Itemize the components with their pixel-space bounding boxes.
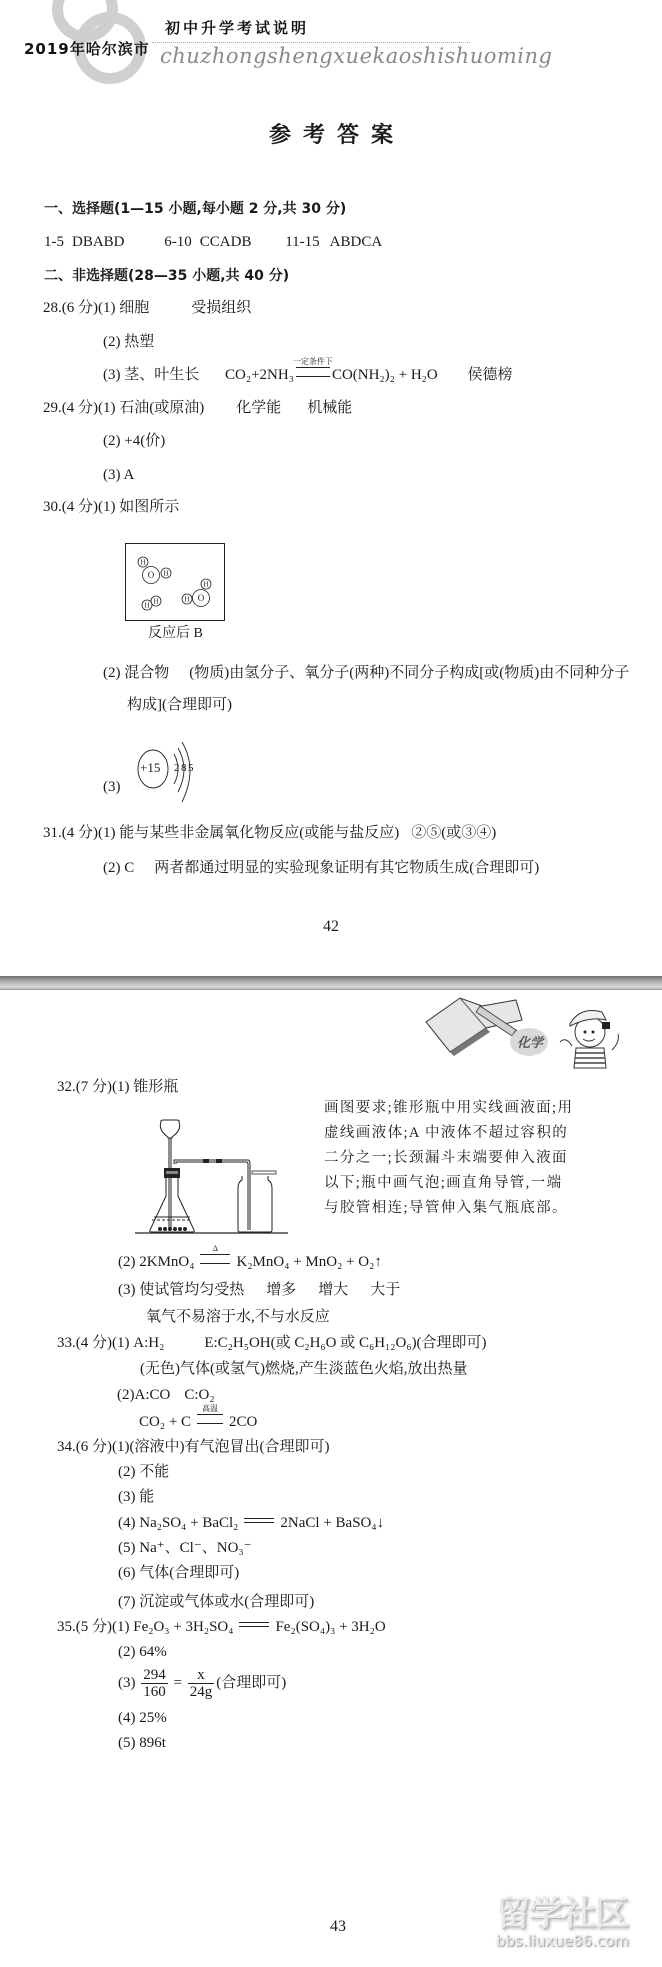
electron-shell-count: 8 (181, 762, 187, 774)
page-number: 42 (323, 918, 339, 935)
answer-text: 增大 (318, 1282, 349, 1298)
q34-part3 (118, 1487, 154, 1507)
answer-text: 沉淀或气体或水(合理即可) (139, 1594, 315, 1610)
fraction (188, 1667, 215, 1700)
equation-products: K₂MnO₄ + MnO₂ + O₂↑ (236, 1254, 382, 1270)
part-number: (1) (112, 1619, 130, 1635)
q34-part2 (118, 1462, 169, 1482)
molecule-diagram (126, 544, 226, 622)
part-number: (6) (118, 1565, 136, 1581)
equation-sign (244, 1518, 274, 1523)
part-number: (4) (118, 1710, 136, 1726)
q30-part2 (103, 663, 629, 683)
electron-shell-count: 5 (188, 762, 194, 774)
part-number: (3) (118, 1489, 136, 1505)
q28-part1 (43, 298, 251, 318)
answer-text: A:H₂ (133, 1335, 165, 1351)
q28-part3 (103, 357, 513, 385)
answer-text: 能 (139, 1489, 155, 1505)
watermark-url: bbs.liuxue86.com (496, 1932, 629, 1950)
answer-text: 能与某些非金属氧化物反应(或能与盐反应) (119, 825, 400, 841)
q32-part2 (118, 1244, 382, 1272)
fraction-denominator: 160 (143, 1684, 166, 1701)
answer-text: 混合物 (124, 665, 170, 681)
answer-text: 25% (139, 1710, 167, 1726)
q31-part1 (43, 823, 496, 843)
svg-text:H: H (184, 595, 190, 604)
header-romanized-title: chuzhongshengxuekaoshishuoming (160, 44, 553, 68)
reaction-condition: 高温 (202, 1404, 219, 1413)
q33-part1 (57, 1333, 487, 1353)
svg-text:O: O (147, 570, 155, 580)
question-label: 29.(4 分) (43, 400, 98, 416)
q33-part2-equation (139, 1404, 258, 1432)
answer-text: 石油(或原油) (119, 400, 205, 416)
q32-part1 (57, 1077, 178, 1097)
part-number: (7) (118, 1594, 136, 1610)
question-label: 34.(6 分) (57, 1439, 112, 1455)
q32-part3 (118, 1280, 400, 1300)
answer-text: 如图所示 (119, 499, 180, 515)
answer-text: 机械能 (307, 400, 353, 416)
page-number: 43 (330, 1918, 346, 1935)
answer-text: 大于 (370, 1282, 401, 1298)
part-number: (2) (117, 1387, 135, 1403)
q32-part3-cont: 氧气不易溶于水,不与水反应 (146, 1309, 330, 1325)
part-number: (1) (98, 400, 116, 416)
fraction-numerator: x (188, 1667, 215, 1684)
part-number: (1) (112, 1439, 130, 1455)
q35-part4 (118, 1708, 167, 1728)
subject-badge: 化学 (517, 1036, 544, 1051)
part-number: (1) (98, 499, 116, 515)
question-label: 28.(6 分) (43, 300, 98, 316)
part-number: (2) (118, 1464, 136, 1480)
nucleus-charge: +15 (140, 760, 161, 775)
q35-part3 (118, 1666, 286, 1700)
part-number: (3) (118, 1282, 136, 1298)
q33-part1-cont: (无色)气体(或氢气)燃烧,产生淡蓝色火焰,放出热量 (140, 1361, 468, 1377)
reaction-condition: 一定条件下 (292, 357, 333, 366)
answer-text: +4(价) (124, 433, 166, 449)
equation-products: CO(NH₂)₂ + H₂O (331, 367, 438, 383)
question-label: 35.(5 分) (57, 1619, 112, 1635)
part-number: (2) (103, 334, 121, 350)
answer-text: (物质)由氢分子、氧分子(两种)不同分子构成[或(物质)由不同种分子 (189, 665, 630, 681)
equation-products: Fe₂(SO₄)₃ + 3H₂O (275, 1619, 386, 1635)
page-title: 参考答案 (268, 122, 405, 147)
answer-text: 细胞 (119, 300, 150, 316)
part-number: (5) (118, 1540, 136, 1556)
part-number: (1) (112, 1079, 130, 1095)
watermark-logo-text: 留学社区 (496, 1894, 628, 1934)
drawing-requirements-note: 画图要求;锥形瓶中用实线画液面;用虚线画液体;A 中液体不超过容积的二分之一;长颈漏斗末端要伸入液面以下;瓶中画气泡;画直角导管,一端与胶管相连;导管伸入集气瓶底部。 (324, 1100, 574, 1216)
mc-answers-row (44, 232, 382, 252)
q35-part1 (57, 1617, 386, 1637)
mc-answers: DBABD (72, 234, 125, 250)
q34-part5 (118, 1538, 252, 1558)
mc-range: 11-15 (285, 234, 320, 250)
answer-text: 侯德榜 (467, 367, 513, 383)
header-dotted-rule (152, 42, 470, 43)
equation-sign (197, 1404, 223, 1424)
part-number: (2) (103, 665, 121, 681)
answer-text: A (123, 467, 135, 483)
site-watermark (496, 1896, 652, 1950)
svg-text:H: H (203, 580, 209, 589)
part-number: (2) (118, 1644, 136, 1660)
equation-reactants: CO₂+2NH₃ (225, 367, 294, 383)
answer-text: 不能 (139, 1464, 170, 1480)
fraction-denominator: 24g (189, 1684, 213, 1701)
part-number: (2) (103, 860, 121, 876)
q34-part6 (118, 1563, 239, 1583)
equation-reactants: Na₂SO₄ + BaCl₂ (139, 1515, 239, 1531)
apparatus-diagram (130, 1116, 294, 1238)
q29-part2 (103, 431, 165, 451)
part-number: (2) (103, 433, 121, 449)
q34-part4 (118, 1513, 384, 1533)
part-number: (1) (112, 1335, 130, 1351)
q35-part2 (118, 1642, 167, 1662)
chemistry-banner-illustration (420, 992, 640, 1072)
mc-answers: ABDCA (329, 234, 383, 250)
q34-part7 (118, 1592, 314, 1612)
q29-part1 (43, 398, 352, 418)
answer-text: 896t (139, 1735, 166, 1751)
reaction-condition: Δ (212, 1244, 219, 1253)
equation-reactants: 2KMnO₄ (139, 1254, 195, 1270)
molecule-diagram-caption: 反应后 B (148, 626, 203, 641)
question-label: 31.(4 分) (43, 825, 98, 841)
answer-text: C (124, 860, 135, 876)
section1-heading: 一、选择题(1—15 小题,每小题 2 分,共 30 分) (44, 201, 347, 217)
part-number: (2) (118, 1254, 136, 1270)
answer-text: 受损组织 (191, 300, 252, 316)
fraction (141, 1667, 168, 1700)
answer-text: ②⑤(或③④) (411, 825, 497, 841)
q28-part2 (103, 332, 154, 352)
svg-text:H: H (144, 601, 150, 610)
mc-range: 1-5 (44, 234, 64, 250)
molecule-diagram-box (125, 543, 225, 621)
equation-reactants: Fe₂O₃ + 3H₂SO₄ (133, 1619, 234, 1635)
answer-text: 增多 (266, 1282, 297, 1298)
answer-text: 64% (139, 1644, 167, 1660)
answer-text: 热塑 (124, 334, 155, 350)
answer-text: 化学能 (236, 400, 282, 416)
part-number: (5) (118, 1735, 136, 1751)
fraction-numerator: 294 (143, 1667, 166, 1684)
electron-shell-count: 2 (174, 762, 180, 774)
svg-text:H: H (140, 558, 146, 567)
answer-text: E:C₂H₅OH(或 C₂H₆O 或 C₆H₁₂O₆)(合理即可) (204, 1335, 487, 1351)
header-series-title: 初中升学考试说明 (165, 19, 310, 37)
part-number: (3) (118, 1675, 136, 1691)
part-number: (3) (103, 467, 121, 483)
atomic-structure-diagram (130, 742, 210, 804)
question-label: 32.(7 分) (57, 1079, 112, 1095)
part-number: (4) (118, 1515, 136, 1531)
answer-text: A:CO (134, 1387, 171, 1403)
answer-text: 茎、叶生长 (124, 367, 200, 383)
answer-text: Na⁺、Cl⁻、NO₃⁻ (139, 1540, 252, 1556)
equals-sign: = (173, 1675, 182, 1691)
answer-text: 气体(合理即可) (139, 1565, 240, 1581)
header-city-year: 2019年哈尔滨市 (24, 40, 150, 58)
equation-sign (200, 1244, 230, 1264)
answer-text: (溶液中)有气泡冒出(合理即可) (129, 1439, 330, 1455)
q34-part1 (57, 1437, 329, 1457)
answer-text: 锥形瓶 (133, 1079, 179, 1095)
equation-products: 2CO (229, 1414, 258, 1430)
svg-text:H: H (163, 569, 169, 578)
q30-part1 (43, 497, 179, 517)
equation-products: 2NaCl + BaSO₄↓ (280, 1515, 385, 1531)
question-label: 33.(4 分) (57, 1335, 112, 1351)
svg-text:O: O (197, 593, 205, 603)
part-number: (1) (98, 300, 116, 316)
part-number: (1) (98, 825, 116, 841)
section2-heading: 二、非选择题(28—35 小题,共 40 分) (44, 268, 290, 284)
svg-text:H: H (153, 597, 159, 606)
equation-sign (239, 1622, 269, 1627)
q35-part5 (118, 1733, 166, 1753)
answer-text: (合理即可) (216, 1675, 287, 1691)
part-number: (3) (103, 367, 121, 383)
q30-part2-cont: 构成](合理即可) (127, 697, 232, 713)
answer-text: 使试管均匀受热 (139, 1282, 245, 1298)
mc-answers: CCADB (199, 234, 252, 250)
q31-part2 (103, 858, 539, 878)
equation-reactants: CO₂ + C (139, 1414, 192, 1430)
q33-part2 (117, 1385, 215, 1405)
question-label: 30.(4 分) (43, 499, 98, 515)
page-divider (0, 976, 662, 990)
mc-range: 6-10 (164, 234, 192, 250)
q29-part3 (103, 465, 134, 485)
equation-sign (292, 357, 333, 377)
answer-text: C:O₂ (184, 1387, 215, 1403)
gas-generation-apparatus (130, 1116, 294, 1238)
q30-part3-number: (3) (103, 779, 121, 795)
answer-text: 两者都通过明显的实验现象证明有其它物质生成(合理即可) (154, 860, 540, 876)
